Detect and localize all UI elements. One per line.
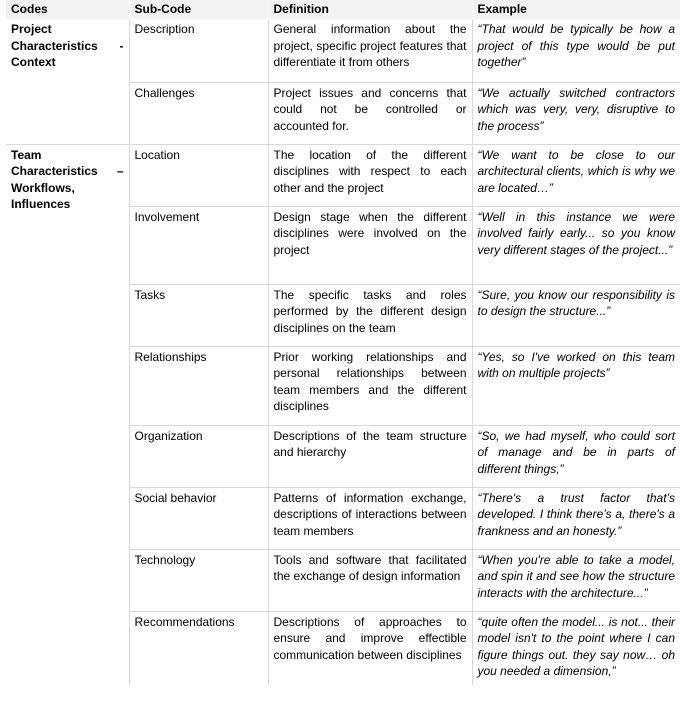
definition-cell: Descriptions of approaches to ensure and improve effectible communication between disciplines	[268, 611, 472, 685]
example-cell: “quite often the model... is not... their model isn't to the point where I can figure things out. they say now… oh you needed a dimension,”	[477, 614, 675, 678]
subcode-cell: Description	[129, 19, 268, 82]
code-cell: Project Characteristics - Context	[6, 19, 129, 144]
subcode-cell: Location	[129, 144, 268, 206]
header-example: Example	[472, 0, 680, 19]
example-cell: “We actually switched contractors which was very, very, disruptive to the process”	[472, 82, 680, 144]
header-definition: Definition	[268, 0, 472, 19]
code-cell: Team Characteristics – Workflows, Influences	[6, 144, 129, 685]
header-sub-code: Sub-Code	[129, 0, 268, 19]
subcode-cell: Challenges	[129, 82, 268, 144]
subcode-cell: Technology	[129, 549, 268, 611]
example-cell: “That would be typically be how a project of this type would be put together”	[472, 19, 680, 82]
definition-cell: Tools and software that facilitated the exchange of design information	[268, 549, 472, 611]
definition-cell: Patterns of information exchange, descriptions of interactions between team members	[268, 487, 472, 549]
example-cell: “We want to be close to our architectural clients, which is why we are located…”	[472, 144, 680, 206]
definition-cell: The location of the different disciplines with respect to each other and the project	[268, 144, 472, 206]
subcode-cell: Organization	[129, 425, 268, 487]
example-cell: “When you're able to take a model, and spin it and see how the structure interacts with the architecture...”	[472, 549, 680, 611]
subcode-cell: Social behavior	[129, 487, 268, 549]
definition-cell: General information about the project, specific project features that differentiate it from others	[268, 19, 472, 82]
subcode-cell: Relationships	[129, 346, 268, 425]
subcode-cell: Recommendations	[129, 611, 268, 685]
example-cell: “Sure, you know our responsibility is to design the structure...”	[472, 284, 680, 346]
subcode-cell: Involvement	[129, 206, 268, 284]
example-cell: “Well in this instance we were involved fairly early... so you know very different stages of the project...”	[472, 206, 680, 284]
definition-cell: Descriptions of the team structure and hierarchy	[268, 425, 472, 487]
table-row	[6, 19, 680, 82]
header-row	[6, 0, 680, 19]
header-codes: Codes	[6, 0, 129, 19]
definition-cell: The specific tasks and roles performed by the different design disciplines on the team	[268, 284, 472, 346]
example-cell: “So, we had myself, who could sort of manage and be in parts of different things,”	[472, 425, 680, 487]
definition-cell: Prior working relationships and personal relationships between team members and the different disciplines	[268, 346, 472, 425]
subcode-cell: Tasks	[129, 284, 268, 346]
definition-cell: Design stage when the different disciplines were involved on the project	[268, 206, 472, 284]
table-row	[6, 144, 680, 206]
example-cell: “Yes, so I've worked on this team with on multiple projects”	[472, 346, 680, 425]
codes-table	[6, 0, 680, 685]
example-cell: “There's a trust factor that’s developed. I think there’s a, there's a frankness and an honesty.”	[472, 487, 680, 549]
definition-cell: Project issues and concerns that could not be controlled or accounted for.	[268, 82, 472, 144]
